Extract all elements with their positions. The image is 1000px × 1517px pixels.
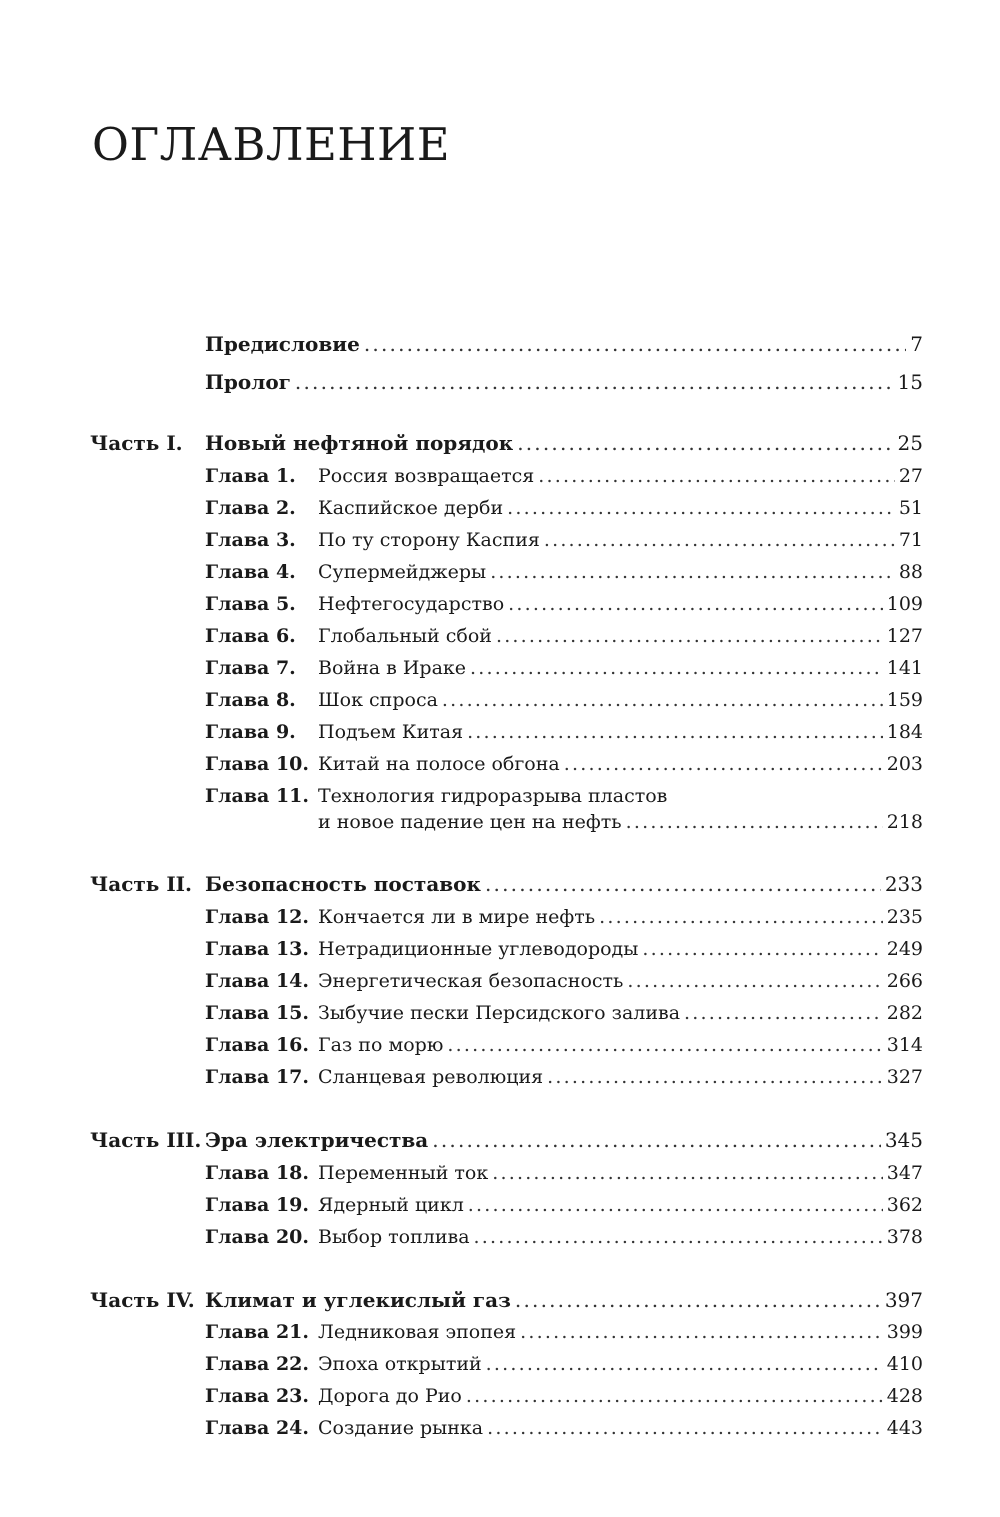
page-number: 233 <box>884 872 923 896</box>
chapter-title: Глобальный сбой <box>318 625 492 647</box>
page-number: 397 <box>884 1288 923 1312</box>
page-number: 15 <box>897 370 923 394</box>
leader-dots <box>564 749 883 779</box>
toc-chapter-21[interactable] <box>0 1317 1000 1347</box>
leader-dots <box>517 428 893 458</box>
page-number: 184 <box>886 721 923 743</box>
part-title: Безопасность поставок <box>205 872 481 896</box>
leader-dots <box>515 1285 881 1315</box>
toc-part-3[interactable] <box>0 1125 1000 1155</box>
toc-chapter-14[interactable] <box>0 966 1000 996</box>
toc-chapter-11-line2[interactable] <box>0 807 1000 837</box>
chapter-title: Зыбучие пески Персидского залива <box>318 1002 681 1024</box>
toc-chapter-9[interactable] <box>0 717 1000 747</box>
chapter-label: Глава 12. <box>205 906 310 928</box>
leader-dots <box>538 461 895 491</box>
chapter-title: Россия возвращается <box>318 465 535 487</box>
leader-dots <box>487 1413 883 1443</box>
part-title: Климат и углекислый газ <box>205 1288 511 1312</box>
leader-dots <box>544 525 895 555</box>
leader-dots <box>470 653 883 683</box>
leader-dots <box>627 966 882 996</box>
leader-dots <box>492 1158 883 1188</box>
part-title: Эра электричества <box>205 1128 429 1152</box>
toc-chapter-10[interactable] <box>0 749 1000 779</box>
page-number: 399 <box>886 1321 923 1343</box>
leader-dots <box>467 717 883 747</box>
chapter-label: Глава 24. <box>205 1417 310 1439</box>
chapter-title: По ту сторону Каспия <box>318 529 540 551</box>
chapter-label: Глава 22. <box>205 1353 310 1375</box>
toc-chapter-16[interactable] <box>0 1030 1000 1060</box>
leader-dots <box>486 1349 883 1379</box>
leader-dots <box>508 589 883 619</box>
page-number: 159 <box>886 689 923 711</box>
leader-dots <box>490 557 895 587</box>
page-number: 249 <box>886 938 923 960</box>
chapter-label: Глава 14. <box>205 970 310 992</box>
toc-chapter-13[interactable] <box>0 934 1000 964</box>
leader-dots <box>466 1381 883 1411</box>
toc-entry-prologue[interactable] <box>0 367 1000 397</box>
chapter-title: Выбор топлива <box>318 1226 470 1248</box>
leader-dots <box>684 998 883 1028</box>
page-number: 71 <box>898 529 923 551</box>
toc-entry-preface[interactable] <box>0 329 1000 359</box>
chapter-title: Китай на полосе обгона <box>318 753 560 775</box>
chapter-title: Каспийское дерби <box>318 497 504 519</box>
toc-chapter-2[interactable] <box>0 493 1000 523</box>
toc-chapter-1[interactable] <box>0 461 1000 491</box>
chapter-title: Газ по морю <box>318 1034 444 1056</box>
page-number: 218 <box>886 811 923 833</box>
page-number: 345 <box>884 1128 923 1152</box>
toc-chapter-5[interactable] <box>0 589 1000 619</box>
chapter-title: Дорога до Рио <box>318 1385 462 1407</box>
chapter-title: Супермейджеры <box>318 561 487 583</box>
chapter-title: Война в Ираке <box>318 657 467 679</box>
toc-chapter-7[interactable] <box>0 653 1000 683</box>
page-number: 7 <box>910 332 923 356</box>
part-label: Часть IV. <box>90 1288 195 1312</box>
chapter-label: Глава 21. <box>205 1321 310 1343</box>
chapter-title: Нетрадиционные углеводороды <box>318 938 639 960</box>
chapter-label: Глава 5. <box>205 593 296 615</box>
page-number: 410 <box>886 1353 923 1375</box>
toc-chapter-20[interactable] <box>0 1222 1000 1252</box>
chapter-title: Подъем Китая <box>318 721 464 743</box>
toc-part-4[interactable] <box>0 1285 1000 1315</box>
page-number: 109 <box>886 593 923 615</box>
chapter-label: Глава 7. <box>205 657 296 679</box>
page-number: 203 <box>886 753 923 775</box>
leader-dots <box>520 1317 883 1347</box>
page-number: 51 <box>898 497 923 519</box>
chapter-label: Глава 9. <box>205 721 296 743</box>
toc-chapter-17[interactable] <box>0 1062 1000 1092</box>
chapter-label: Глава 23. <box>205 1385 310 1407</box>
leader-dots <box>295 367 894 397</box>
page-number: 428 <box>886 1385 923 1407</box>
chapter-title: Создание рынка <box>318 1417 484 1439</box>
leader-dots <box>468 1190 883 1220</box>
part-label: Часть III. <box>90 1128 202 1152</box>
chapter-label: Глава 20. <box>205 1226 310 1248</box>
page-number: 378 <box>886 1226 923 1248</box>
leader-dots <box>447 1030 882 1060</box>
chapter-title: Переменный ток <box>318 1162 489 1184</box>
leader-dots <box>547 1062 883 1092</box>
page-number: 362 <box>886 1194 923 1216</box>
chapter-label: Глава 8. <box>205 689 296 711</box>
chapter-title: Энергетическая безопасность <box>318 970 624 992</box>
chapter-label: Глава 11. <box>205 785 310 807</box>
chapter-label: Глава 3. <box>205 529 296 551</box>
chapter-title-line2: и новое падение цен на нефть <box>318 811 622 833</box>
chapter-title: Шок спроса <box>318 689 438 711</box>
leader-dots <box>626 807 883 837</box>
chapter-label: Глава 1. <box>205 465 296 487</box>
entry-title: Предисловие <box>205 332 360 356</box>
leader-dots <box>432 1125 881 1155</box>
page-number: 127 <box>886 625 923 647</box>
page-number: 443 <box>886 1417 923 1439</box>
page-number: 88 <box>898 561 923 583</box>
toc-chapter-3[interactable] <box>0 525 1000 555</box>
page-number: 314 <box>886 1034 923 1056</box>
toc-chapter-18[interactable] <box>0 1158 1000 1188</box>
leader-dots <box>599 902 883 932</box>
page-number: 327 <box>886 1066 923 1088</box>
leader-dots <box>642 934 882 964</box>
page-number: 282 <box>886 1002 923 1024</box>
page-number: 347 <box>886 1162 923 1184</box>
part-label: Часть I. <box>90 431 183 455</box>
toc-chapter-6[interactable] <box>0 621 1000 651</box>
page-number: 266 <box>886 970 923 992</box>
chapter-label: Глава 2. <box>205 497 296 519</box>
toc-chapter-22[interactable] <box>0 1349 1000 1379</box>
toc-chapter-24[interactable] <box>0 1413 1000 1443</box>
toc-chapter-12[interactable] <box>0 902 1000 932</box>
chapter-label: Глава 13. <box>205 938 310 960</box>
chapter-label: Глава 10. <box>205 753 310 775</box>
page-number: 27 <box>898 465 923 487</box>
leader-dots <box>485 869 881 899</box>
leader-dots <box>442 685 883 715</box>
toc-chapter-19[interactable] <box>0 1190 1000 1220</box>
chapter-label: Глава 4. <box>205 561 296 583</box>
toc-chapter-15[interactable] <box>0 998 1000 1028</box>
leader-dots <box>474 1222 883 1252</box>
chapter-title: Сланцевая революция <box>318 1066 544 1088</box>
chapter-title-line1: Технология гидроразрыва пластов <box>318 785 668 807</box>
page-number: 25 <box>897 431 923 455</box>
page-number: 235 <box>886 906 923 928</box>
part-title: Новый нефтяной порядок <box>205 431 514 455</box>
chapter-label: Глава 17. <box>205 1066 310 1088</box>
chapter-title: Нефтегосударство <box>318 593 505 615</box>
page-number: 141 <box>886 657 923 679</box>
chapter-label: Глава 18. <box>205 1162 310 1184</box>
chapter-label: Глава 15. <box>205 1002 310 1024</box>
toc-chapter-8[interactable] <box>0 685 1000 715</box>
entry-title: Пролог <box>205 370 291 394</box>
chapter-label: Глава 6. <box>205 625 296 647</box>
leader-dots <box>507 493 895 523</box>
toc-chapter-23[interactable] <box>0 1381 1000 1411</box>
chapter-label: Глава 16. <box>205 1034 310 1056</box>
toc-part-1[interactable] <box>0 428 1000 458</box>
page-title: ОГЛАВЛЕНИЕ <box>92 118 451 171</box>
chapter-title: Ядерный цикл <box>318 1194 464 1216</box>
leader-dots <box>496 621 883 651</box>
toc-chapter-4[interactable] <box>0 557 1000 587</box>
chapter-title: Эпоха открытий <box>318 1353 482 1375</box>
chapter-title: Кончается ли в мире нефть <box>318 906 596 928</box>
leader-dots <box>364 329 906 359</box>
chapter-label: Глава 19. <box>205 1194 310 1216</box>
chapter-title: Ледниковая эпопея <box>318 1321 517 1343</box>
toc-part-2[interactable] <box>0 869 1000 899</box>
part-label: Часть II. <box>90 872 193 896</box>
